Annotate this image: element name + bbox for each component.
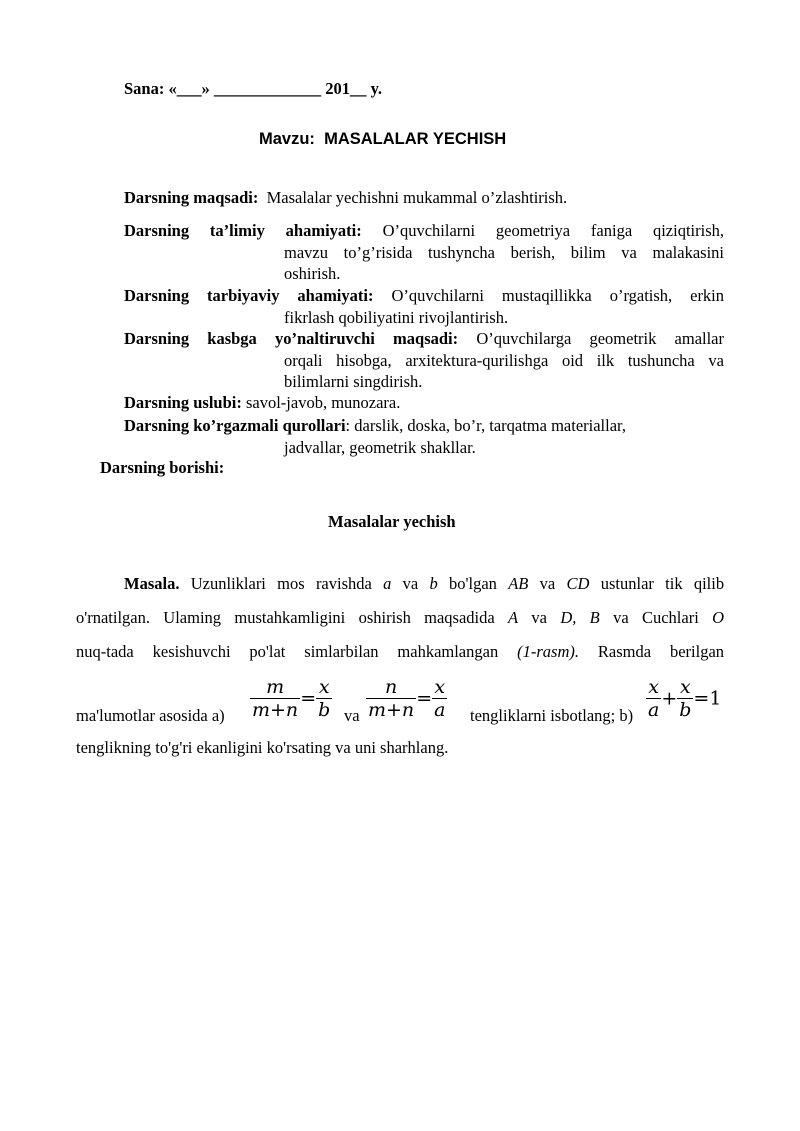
formula-b: $\frac{x}{a}$ + $\frac{x}{b}$ =1: [648, 676, 722, 721]
fraction-n-over-mn: $\frac{n}{m+n}$: [368, 676, 415, 721]
fraction-x-over-b: $\frac{x}{b}$: [318, 676, 331, 721]
method-value: savol-javob, munozara.: [245, 393, 401, 412]
tools-line2: jadvallar, geometrik shakllar.: [284, 437, 476, 457]
upbringing-line2: fikrlash qobiliyatini rivojlantirish.: [284, 307, 509, 327]
fraction-x-over-a: $\frac{x}{a}$: [434, 676, 446, 721]
career-label: Darsning kasbga yo’naltiruvchi maqsadi:: [124, 329, 459, 348]
upbringing-label: Darsning tarbiyaviy ahamiyati:: [124, 286, 374, 305]
upbringing-line1: O’quvchilarni mustaqillikka o’rgatish, erkin: [391, 286, 725, 305]
lesson-method: [124, 393, 400, 413]
lesson-upbringing: [124, 285, 724, 328]
career-line2: orqali hisobga, arxitektura-qurilishga oid ilk tushuncha va: [284, 350, 724, 370]
problem-label: Masala.: [124, 574, 180, 593]
career-line1: O’quvchilarga geometrik amallar: [476, 329, 725, 348]
topic-label: Mavzu:: [259, 130, 315, 148]
lesson-progress-label: Darsning borishi:: [100, 458, 225, 477]
fraction-x-over-a-b: $\frac{x}{a}$: [648, 676, 660, 721]
edu-line2: mavzu to’g’risida tushyncha berish, bilim va malakasini: [284, 242, 724, 262]
fraction-m-over-mn: $\frac{m}{m+n}$: [252, 676, 299, 721]
edu-label: Darsning ta’limiy ahamiyati:: [124, 221, 362, 240]
problem-line-5: tenglikning to'g'ri ekanligini ko'rsating va uni sharhlang.: [76, 738, 449, 757]
problem-line-1: Masala. Uzunliklari mos ravishda a va b bo'lgan AB va CD ustunlar tik qilib: [124, 574, 725, 593]
problem-line-3: nuq-tada kesishuvchi po'lat simlarbilan mahkamlangan (1-rasm). Rasmda berilgan: [76, 642, 725, 661]
problem-line-2: o'rnatilgan. Ulaming mustahkamligini oshirish maqsadida A va D, B va Cuchlari O: [76, 608, 725, 627]
lesson-educational: [124, 220, 724, 285]
tools-label: Darsning ko’rgazmali qurollari: [124, 416, 346, 435]
fraction-x-over-b-b: $\frac{x}{b}$: [679, 676, 692, 721]
topic-line: [259, 130, 506, 149]
date-line: Sana: «___» _____________ 201__ y.: [124, 79, 383, 98]
goal-value: Masalalar yechishni mukammal o’zlashtirish.: [266, 188, 568, 207]
problem-line-4: ma'lumotlar asosida a) $\frac{m}{m+n}$ = $\frac{x}{b}$ va $\frac{n}{m+n}$ = $\frac{x}{a}$ tengliklarni isbotlang; b) $\frac{x}{a}$ + $\frac{x}{b}$ =1: [76, 676, 722, 725]
topic-value: MASALALAR YECHISH: [324, 130, 507, 148]
section-title: Masalalar yechish: [328, 512, 456, 531]
formula-a1: $\frac{m}{m+n}$ = $\frac{x}{b}$: [252, 676, 331, 721]
goal-label: Darsning maqsadi:: [124, 188, 259, 207]
lesson-tools: [124, 415, 626, 458]
career-line3: bilimlarni singdirish.: [284, 372, 423, 391]
tools-line1: : darslik, doska, bo’r, tarqatma materiallar,: [345, 416, 626, 435]
problem-paragraph: [76, 567, 724, 669]
edu-line3: oshirish.: [284, 264, 341, 283]
lesson-career: [124, 328, 724, 393]
method-label: Darsning uslubi:: [124, 393, 242, 412]
formula-a2: $\frac{n}{m+n}$ = $\frac{x}{a}$: [368, 676, 446, 721]
edu-line1: O’quvchilarni geometriya faniga qiziqtirish,: [382, 221, 724, 240]
lesson-goal: [124, 188, 567, 208]
